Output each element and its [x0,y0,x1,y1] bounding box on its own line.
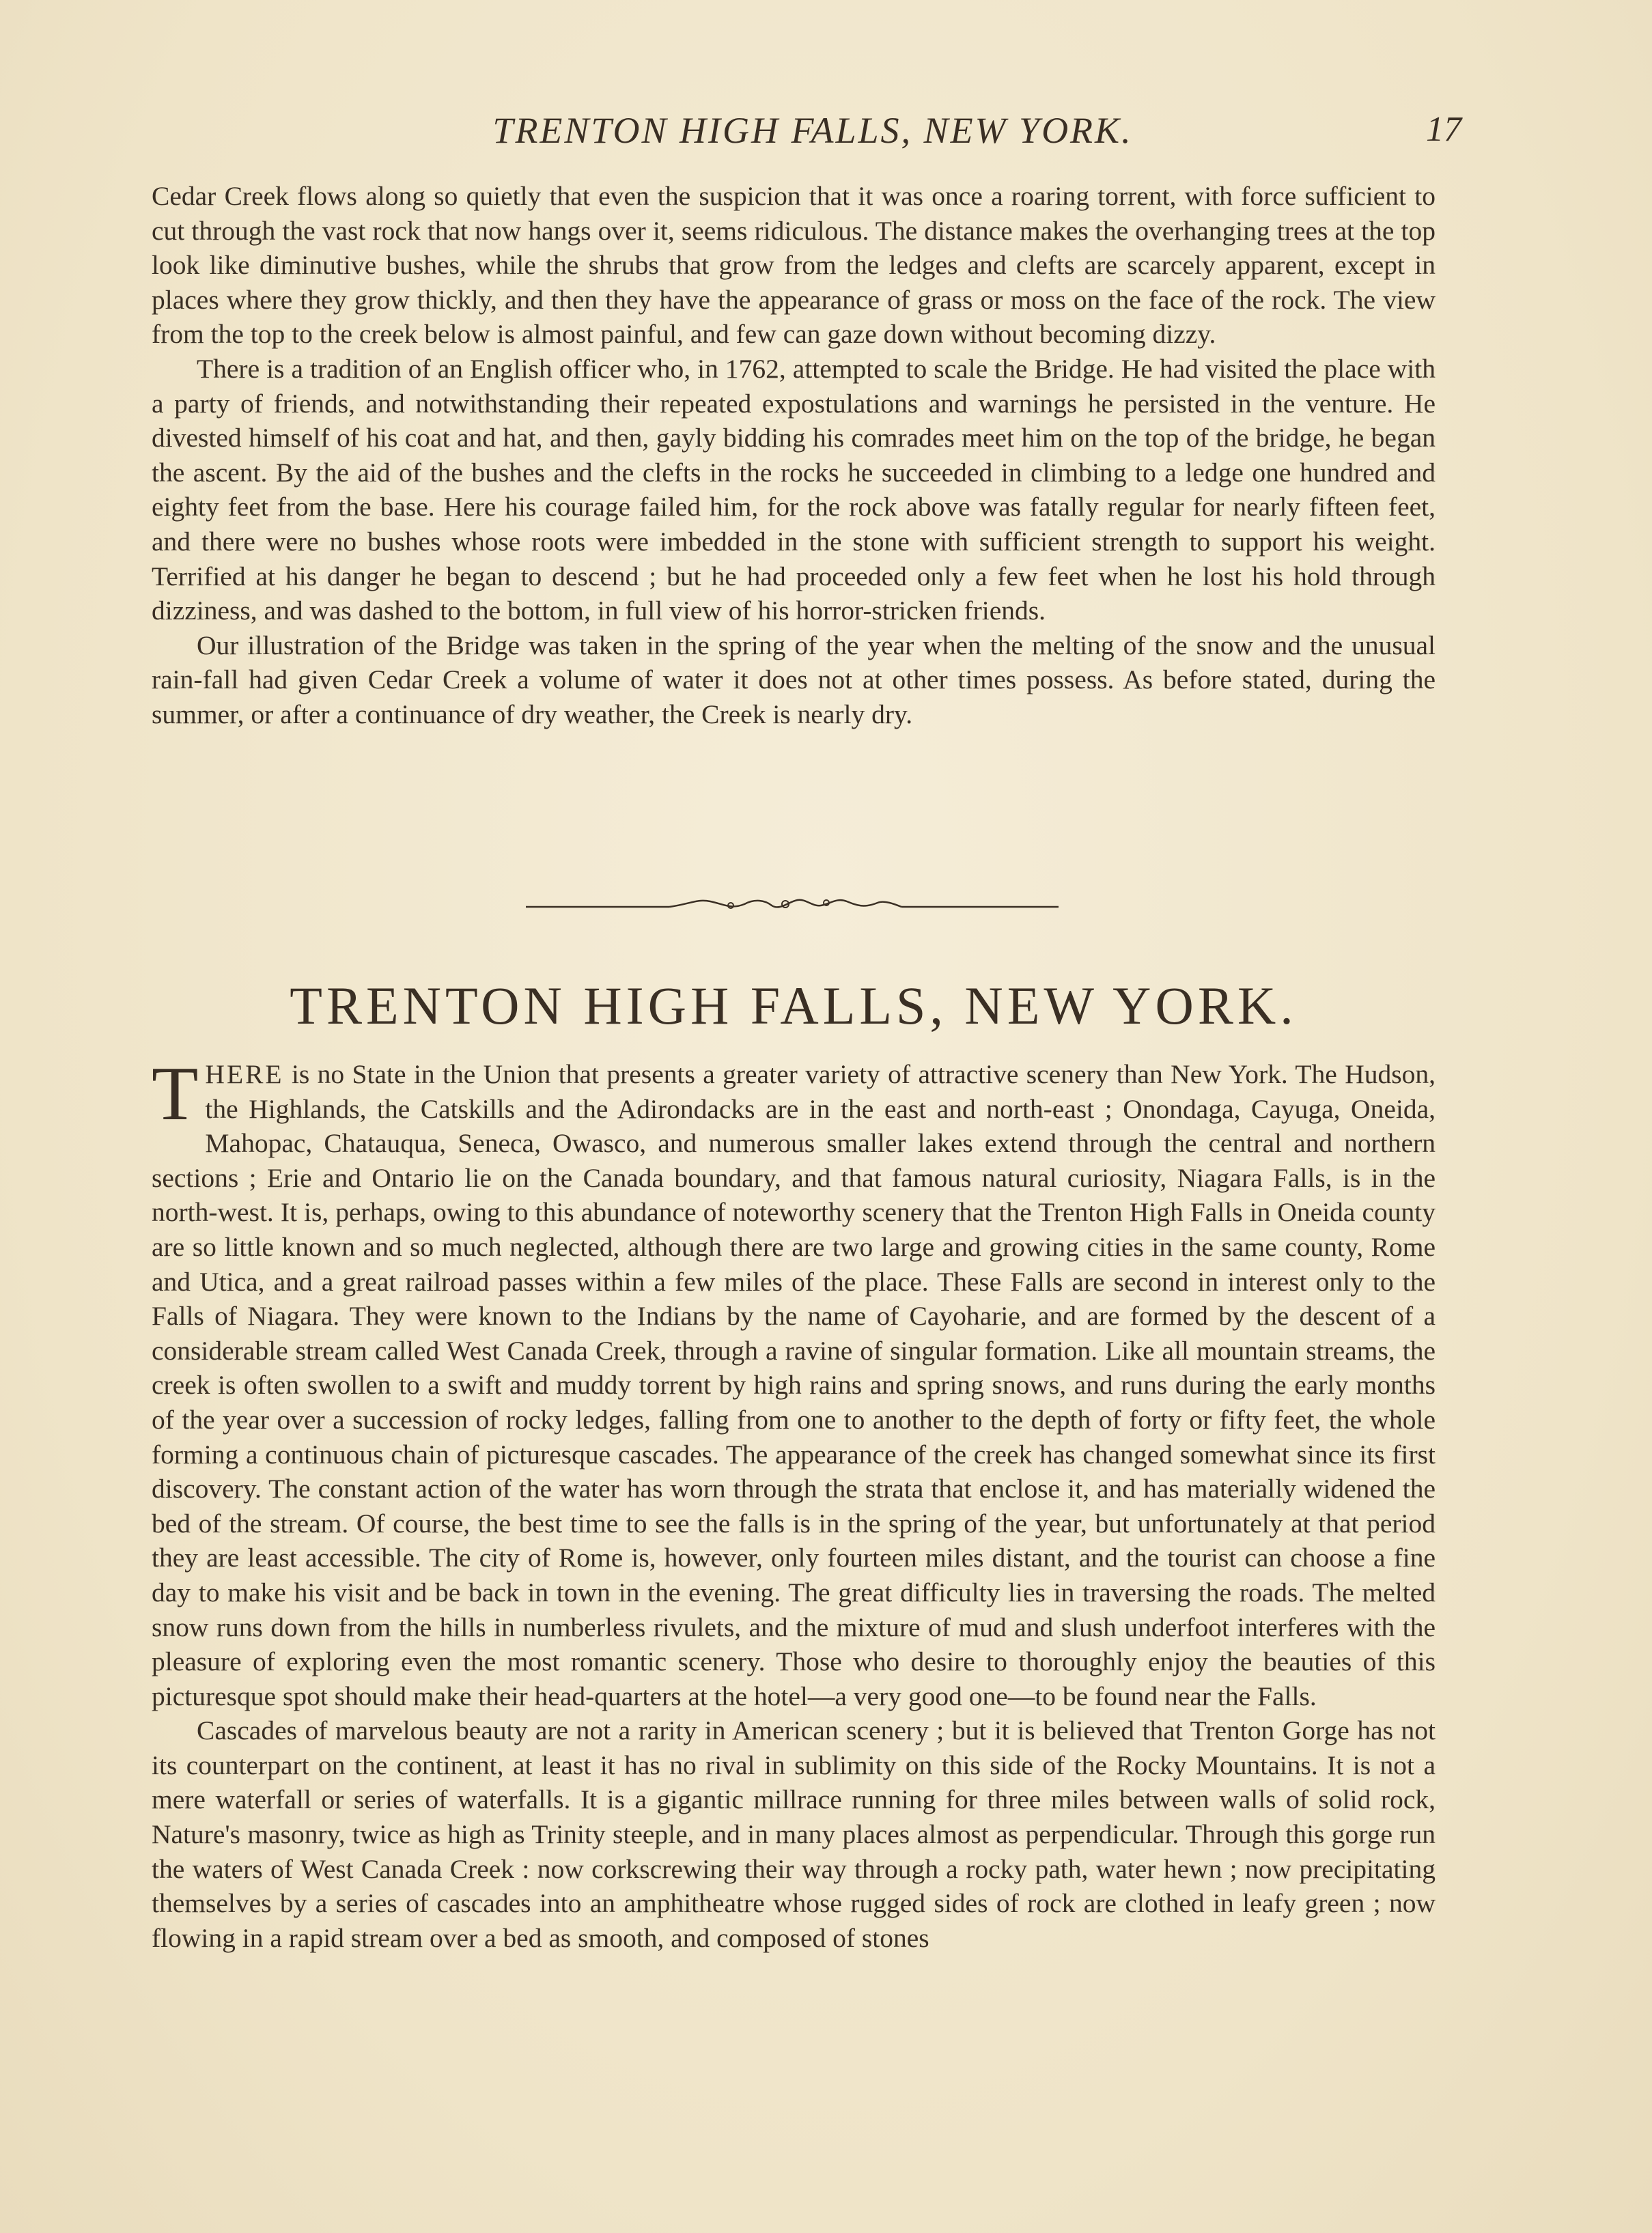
page-number: 17 [1426,110,1461,149]
trenton-falls-text [152,1052,1436,1955]
opening-paragraph [152,1052,1436,1713]
ornamental-divider [526,892,1059,919]
paragraph: There is a tradition of an English officer who, in 1762, attempted to scale the Bridge. He had visited the place with a party of friends, and notwithstanding their repeated expostulations and warnings he persisted in the venture. He divested himself of his coat and hat, and then, gayly bidding his comrades meet him on the top of the bridge, he began the ascent. By the aid of the bushes and the clefts in the rocks he succeeded in climbing to a ledge one hundred and eighty feet from the base. Here his courage failed him, for the rock above was fatally regular for nearly fifteen feet, and there were no bushes whose roots were imbedded in the stone with sufficient strength to support his weight. Terrified at his danger he began to descend ; but he had proceeded only a few feet when he lost his hold through dizziness, and was dashed to the bottom, in full view of his horror-stricken friends. [152,353,1436,626]
cedar-creek-text [152,179,1436,732]
paragraph-body: is no State in the Union that presents a greater variety of attractive scenery than New York. The Hudson, the Highlands, the Catskills and the Adirondacks are in the east and north-east ; Onondaga, Cayuga, Oneida, Mahopac, Chatauqua, Seneca, Owasco, and numerous smaller lakes extend through the central and northern sections ; Erie and Ontario lie on the Canada boundary, and that famous natural curiosity, Niagara Falls, is in the north-west. It is, perhaps, owing to this abundance of noteworthy scenery that the Trenton High Falls in Oneida county are so little known and so much neglected, although there are two large and growing cities in the same county, Rome and Utica, and a great railroad passes within a few miles of the place. These Falls are second in interest only to the Falls of Niagara. They were known to the Indians by the name of Cayoharie, and are formed by the descent of a considerable stream called West Canada Creek, through a ravine of singular formation. Like all mountain streams, the creek is often swollen to a swift and muddy torrent by high rains and spring snows, and runs during the early months of the year over a succession of rocky ledges, falling from one to another to the depth of forty or fifty feet, the whole forming a continuous chain of picturesque cascades. The appearance of the creek has changed somewhat since its first discovery. The constant action of the water has worn through the strata that enclose it, and has materially widened the bed of the stream. Of course, the best time to see the falls is in the spring of the year, but unfortunately at that period they are least accessible. The city of Rome is, however, only fourteen miles distant, and the tourist can choose a fine day to make his visit and be back in town in the evening. The great difficulty lies in traversing the roads. The melted snow runs down from the hills in numberless rivulets, and the mixture of mud and slush underfoot interferes with the pleasure of exploring even the most romantic scenery. Those who desire to thoroughly enjoy the beauties of this picturesque spot should make their head-quarters at the hotel—a very good one—to be found near the Falls. [152,1059,1436,1711]
running-header: TRENTON HIGH FALLS, NEW YORK. [492,110,1133,151]
drop-cap: T [152,1052,199,1136]
paragraph: Our illustration of the Bridge was taken in the spring of the year when the melting of the snow and the unusual rain-fall had given Cedar Creek a volume of water it does not at other times possess. As before stated, during the summer, or after a continuance of dry weather, the Creek is nearly dry. [152,630,1436,729]
lead-word: HERE [205,1059,284,1089]
section-title: TRENTON HIGH FALLS, NEW YORK. [290,976,1298,1035]
paragraph: Cedar Creek flows along so quietly that even the suspicion that it was once a roaring torrent, with force sufficient to cut through the vast rock that now hangs over it, seems ridiculous. The distance makes the overhanging trees at the top look like diminutive bushes, while the shrubs that grow from the ledges and clefts are scarcely apparent, except in places where they grow thickly, and then they have the appearance of grass or moss on the face of the rock. The view from the top to the creek below is almost painful, and few can gaze down without becoming dizzy. [152,181,1436,350]
paragraph: Cascades of marvelous beauty are not a rarity in American scenery ; but it is believed that Trenton Gorge has not its counterpart on the continent, at least it has no rival in sublimity on this side of the Rocky Mountains. It is not a mere waterfall or series of waterfalls. It is a gigantic millrace running for three miles between walls of solid rock, Nature's masonry, twice as high as Trinity steeple, and in many places almost as perpendicular. Through this gorge run the waters of West Canada Creek : now corkscrewing their way through a rocky path, water hewn ; now precipitating themselves by a series of cascades into an amphitheatre whose rugged sides of rock are clothed in leafy green ; now flowing in a rapid stream over a bed as smooth, and composed of stones [152,1715,1436,1953]
